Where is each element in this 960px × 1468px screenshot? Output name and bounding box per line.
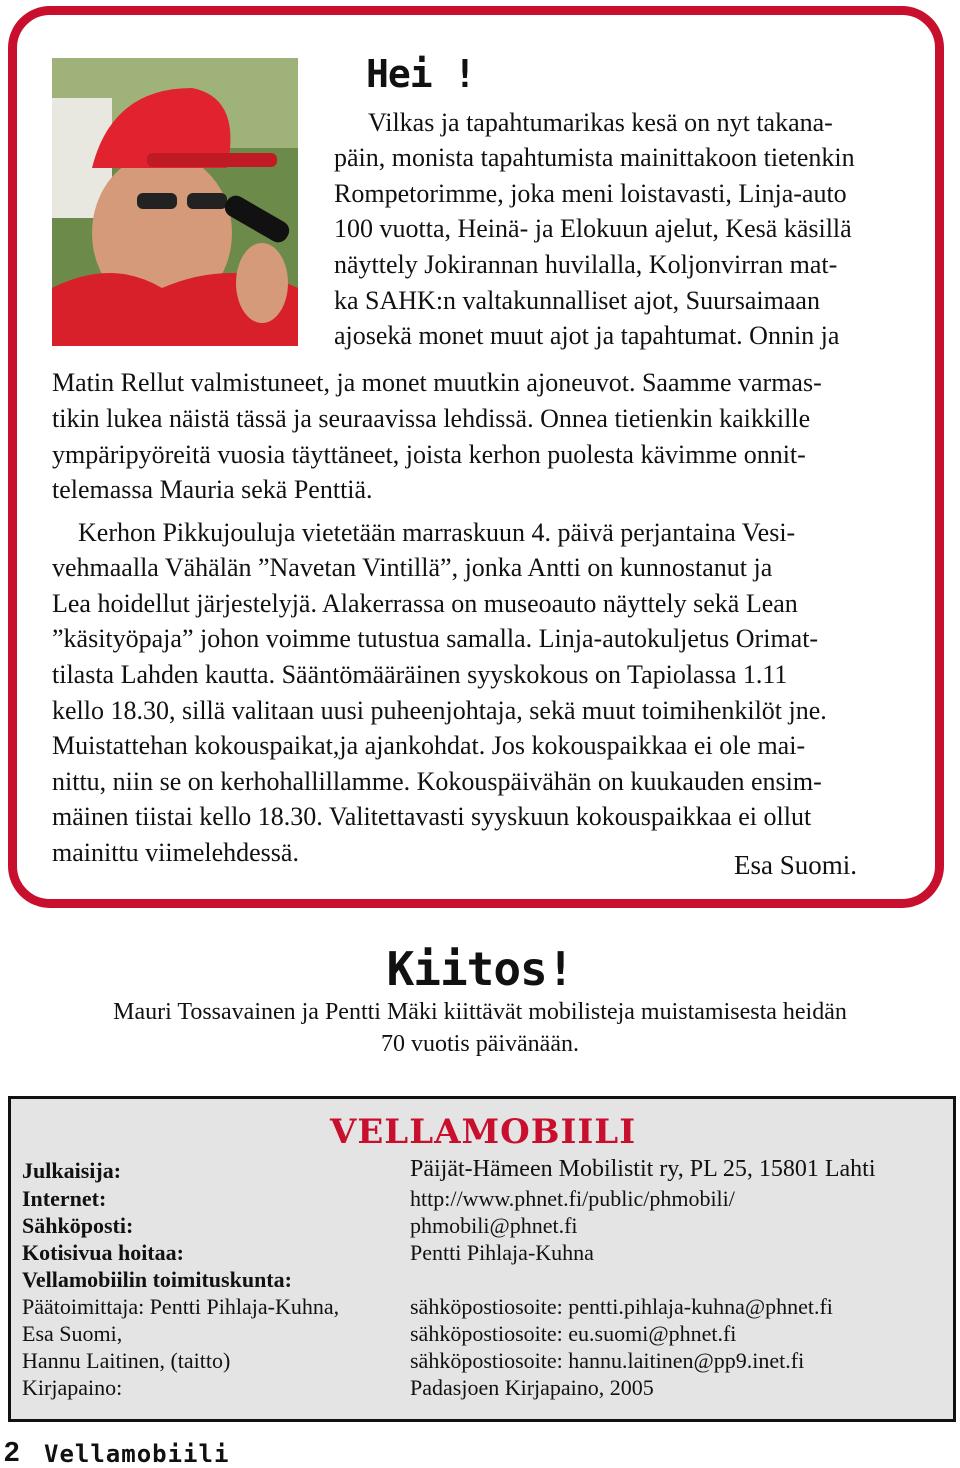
- paragraph-line: näyttely Jokirannan huvilalla, Koljonvirran mat-: [334, 250, 838, 279]
- paragraph-line: mainittu viimelehdessä.: [52, 838, 299, 867]
- paragraph-line: 100 vuotta, Heinä- ja Elokuun ajelut, Kesä käsillä: [334, 214, 852, 243]
- publication-name: Vellamobiili: [44, 1440, 230, 1468]
- masthead-label: Sähköposti:: [22, 1213, 134, 1238]
- paragraph-line: tilasta Lahden kautta. Sääntömääräinen syyskokous on Tapiolassa 1.11: [52, 660, 788, 689]
- masthead-value: Padasjoen Kirjapaino, 2005: [410, 1375, 654, 1400]
- masthead-label: Vellamobiilin toimituskunta:: [22, 1267, 292, 1292]
- paragraph-line: Vilkas ja tapahtumarikas kesä on nyt takana-: [368, 108, 833, 137]
- masthead-label: Kirjapaino:: [22, 1375, 123, 1400]
- author-photo-image: [52, 58, 298, 346]
- paragraph-line: Muistattehan kokouspaikat,ja ajankohdat. Jos kokouspaikkaa ei ole mai-: [52, 731, 806, 760]
- paragraph-line: päin, monista tapahtumista mainittakoon tietenkin: [334, 143, 855, 172]
- kiitos-line-2: 70 vuotis päivänään.: [381, 1031, 579, 1057]
- masthead-email-link[interactable]: sähköpostiosoite: pentti.pihlaja-kuhna@phnet.fi: [410, 1294, 833, 1319]
- paragraph-line: ajosekä monet muut ajot ja tapahtumat. Onnin ja: [334, 321, 840, 350]
- kiitos-line-1: Mauri Tossavainen ja Pentti Mäki kiittävät mobilisteja muistamisesta heidän: [113, 999, 847, 1025]
- paragraph-line: telemassa Mauria sekä Penttiä.: [52, 475, 373, 504]
- kiitos-text: [40, 996, 920, 1060]
- paragraph-line: Lea hoidellut järjestelyjä. Alakerrassa on museoauto näyttely sekä Lean: [52, 589, 798, 618]
- masthead-value: Pentti Pihlaja-Kuhna: [410, 1240, 594, 1265]
- paragraph-line: ”käsityöpaja” johon voimme tutustua samalla. Linja-autokuljetus Orimat-: [52, 624, 819, 653]
- masthead-label: Hannu Laitinen, (taitto): [22, 1348, 231, 1373]
- author-photo: [52, 58, 298, 346]
- page-number: 2: [4, 1436, 20, 1467]
- paragraph-line: tikin lukea näistä tässä ja seuraavissa lehdissä. Onnea tietienkin kaikkille: [52, 404, 811, 433]
- paragraph-line: Rompetorimme, joka meni loistavasti, Linja-auto: [334, 179, 847, 208]
- paragraph-line: mäinen tiistai kello 18.30. Valitettavasti syyskuun kokouspaikkaa ei ollut: [52, 802, 812, 831]
- masthead-label: Internet:: [22, 1186, 107, 1211]
- paragraph-line: Matin Rellut valmistuneet, ja monet muutkin ajoneuvot. Saamme varmas-: [52, 368, 822, 397]
- masthead-label: Esa Suomi,: [22, 1321, 123, 1346]
- masthead-email-link[interactable]: sähköpostiosoite: eu.suomi@phnet.fi: [410, 1321, 737, 1346]
- paragraph-line: ympäripyöreitä vuosia täyttäneet, joista kerhon puolesta kävimme onnit-: [52, 440, 806, 469]
- greeting-heading: Hei !: [366, 52, 476, 96]
- paragraph-line: vehmaalla Vähälän ”Navetan Vintillä”, jonka Antti on kunnostanut ja: [52, 553, 773, 582]
- masthead-link[interactable]: http://www.phnet.fi/public/phmobili/: [410, 1186, 735, 1211]
- masthead-label: Julkaisija:: [22, 1158, 122, 1183]
- paragraph-line: nittu, niin se on kerhohallillamme. Kokouspäivähän on kuukauden ensim-: [52, 767, 822, 796]
- masthead-email-link[interactable]: phmobili@phnet.fi: [410, 1213, 578, 1238]
- paragraph-line: Kerhon Pikkujouluja vietetään marraskuun 4. päivä perjantaina Vesi-: [78, 518, 796, 547]
- masthead-title: VELLAMOBIILI: [330, 1112, 637, 1152]
- paragraph-line: ka SAHK:n valtakunnalliset ajot, Suursaimaan: [334, 286, 820, 315]
- paragraph-line: kello 18.30, sillä valitaan uusi puheenjohtaja, sekä muut toimihenkilöt jne.: [52, 696, 827, 725]
- masthead-label: Päätoimittaja: Pentti Pihlaja-Kuhna,: [22, 1294, 340, 1319]
- masthead-value: Päijät-Hämeen Mobilistit ry, PL 25, 15801 Lahti: [410, 1156, 876, 1182]
- masthead-email-link[interactable]: sähköpostiosoite: hannu.laitinen@pp9.inet.fi: [410, 1348, 805, 1373]
- masthead-label: Kotisivua hoitaa:: [22, 1240, 184, 1265]
- kiitos-heading: Kiitos!: [386, 942, 574, 996]
- signature: Esa Suomi.: [734, 850, 858, 880]
